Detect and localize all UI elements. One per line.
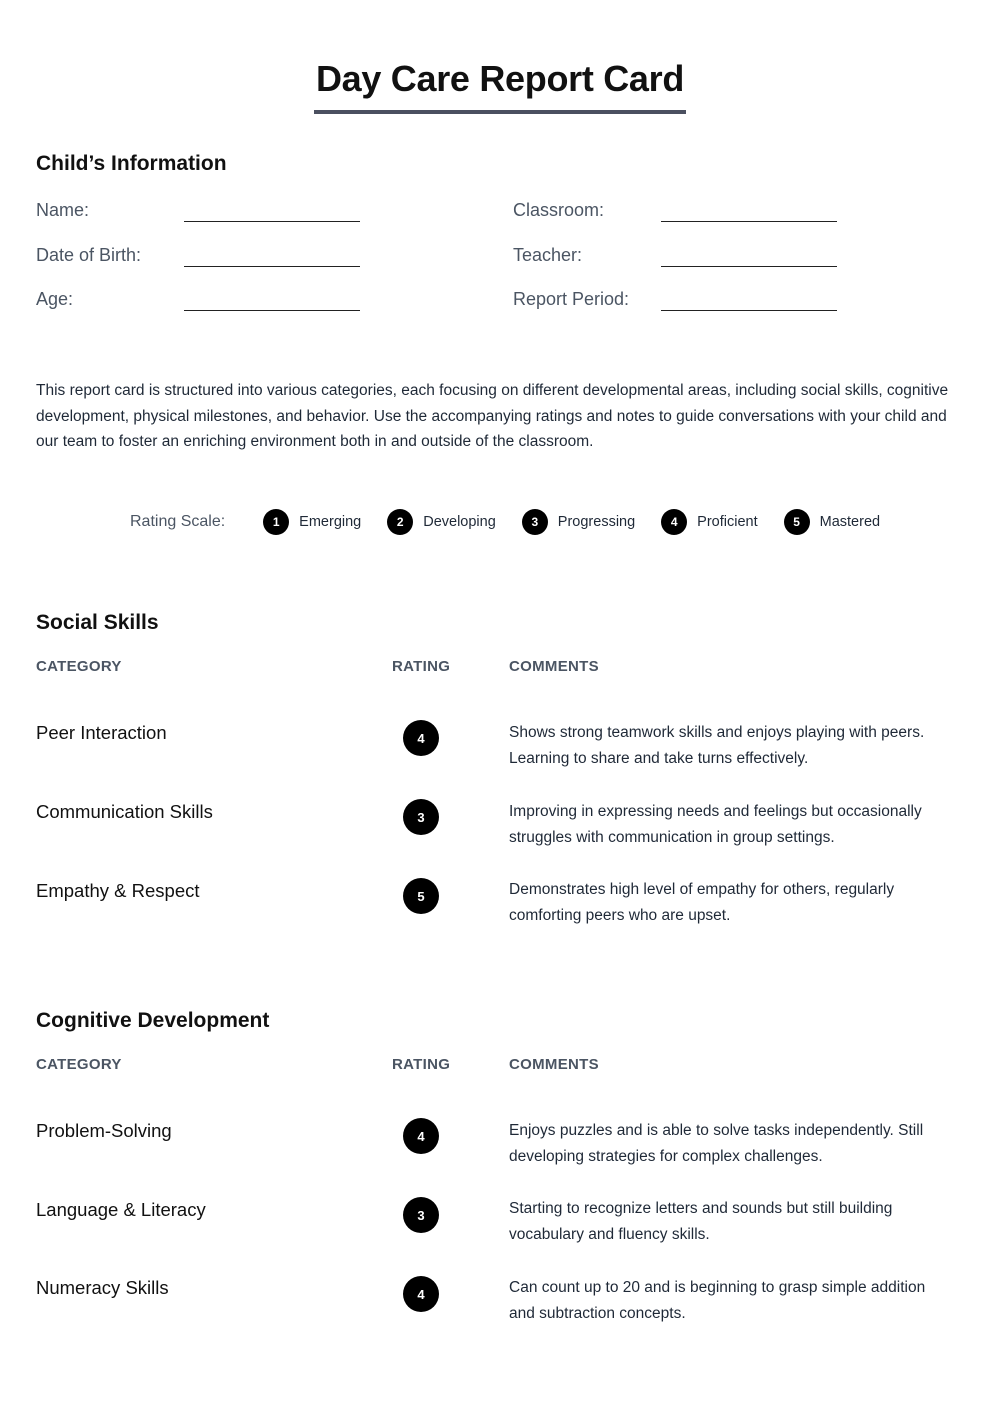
row-category: Peer Interaction	[36, 722, 167, 743]
info-field-age	[36, 289, 366, 319]
column-header-comments: COMMENTS	[509, 1056, 599, 1073]
info-label: Date of Birth:	[36, 245, 142, 265]
rating-number-badge: 1	[263, 509, 289, 535]
row-comment: Enjoys puzzles and is able to solve tasks independently. Still developing strategies for complex challenges.	[509, 1122, 924, 1165]
row-category: Problem-Solving	[36, 1120, 172, 1141]
info-label: Name:	[36, 200, 90, 220]
section-heading-social: Social Skills	[36, 611, 159, 634]
info-label: Age:	[36, 289, 74, 309]
rating-scale-item	[522, 509, 635, 535]
dob-input-line[interactable]	[184, 265, 360, 267]
row-comment: Shows strong teamwork skills and enjoys playing with peers. Learning to share and take turns effectively.	[509, 724, 925, 767]
rating-badge: 4	[403, 720, 439, 756]
age-input-line[interactable]	[184, 309, 360, 311]
intro-paragraph: This report card is structured into various categories, each focusing on different developmental areas, including social skills, cognitive development, physical milestones, and behavior. Use the accompanying ratings and notes to guide conversations with your child and our team to foster an enriching environment both in and outside of the classroom.	[36, 382, 949, 450]
rating-badge: 5	[403, 878, 439, 914]
rating-badge: 4	[403, 1118, 439, 1154]
rating-scale-item	[784, 509, 880, 535]
rating-number-badge: 5	[784, 509, 810, 535]
teacher-input-line[interactable]	[661, 265, 837, 267]
rating-scale-item	[387, 509, 496, 535]
row-category: Numeracy Skills	[36, 1277, 169, 1298]
rating-scale-text: Mastered	[819, 514, 881, 530]
row-category: Language & Literacy	[36, 1199, 206, 1220]
rating-scale-label: Rating Scale:	[130, 513, 226, 530]
rating-scale-text: Developing	[423, 514, 496, 530]
rating-number-badge: 3	[522, 509, 548, 535]
rating-scale-text: Proficient	[697, 514, 758, 530]
info-field-classroom	[513, 200, 843, 230]
page-title: Day Care Report Card	[314, 58, 686, 114]
column-header-category: CATEGORY	[36, 658, 122, 675]
info-field-dob	[36, 245, 366, 275]
info-field-name	[36, 200, 366, 230]
column-header-rating: RATING	[392, 1056, 451, 1073]
info-field-report-period	[513, 289, 843, 319]
report-period-input-line[interactable]	[661, 309, 837, 311]
rating-badge: 4	[403, 1276, 439, 1312]
row-category: Empathy & Respect	[36, 880, 200, 901]
row-comment: Can count up to 20 and is beginning to grasp simple addition and subtraction concepts.	[509, 1279, 926, 1322]
column-header-category: CATEGORY	[36, 1056, 122, 1073]
row-comment: Starting to recognize letters and sounds but still building vocabulary and fluency skills.	[509, 1200, 893, 1243]
rating-scale-item	[263, 509, 361, 535]
rating-number-badge: 4	[661, 509, 687, 535]
rating-badge: 3	[403, 799, 439, 835]
child-info-heading: Child’s Information	[36, 152, 227, 175]
rating-scale-item	[661, 509, 757, 535]
row-comment: Demonstrates high level of empathy for others, regularly comforting peers who are upset.	[509, 881, 895, 924]
rating-badge: 3	[403, 1197, 439, 1233]
section-heading-cognitive: Cognitive Development	[36, 1009, 270, 1032]
info-label: Report Period:	[513, 289, 630, 309]
rating-number-badge: 2	[387, 509, 413, 535]
title-wrap	[0, 58, 1000, 114]
info-label: Classroom:	[513, 200, 605, 220]
rating-scale-text: Emerging	[299, 514, 362, 530]
column-header-rating: RATING	[392, 658, 451, 675]
column-header-comments: COMMENTS	[509, 658, 599, 675]
row-category: Communication Skills	[36, 801, 213, 822]
classroom-input-line[interactable]	[661, 220, 837, 222]
rating-scale	[130, 508, 906, 536]
info-label: Teacher:	[513, 245, 583, 265]
row-comment: Improving in expressing needs and feelings but occasionally struggles with communication in group settings.	[509, 803, 922, 846]
rating-scale-text: Progressing	[557, 514, 636, 530]
name-input-line[interactable]	[184, 220, 360, 222]
info-field-teacher	[513, 245, 843, 275]
